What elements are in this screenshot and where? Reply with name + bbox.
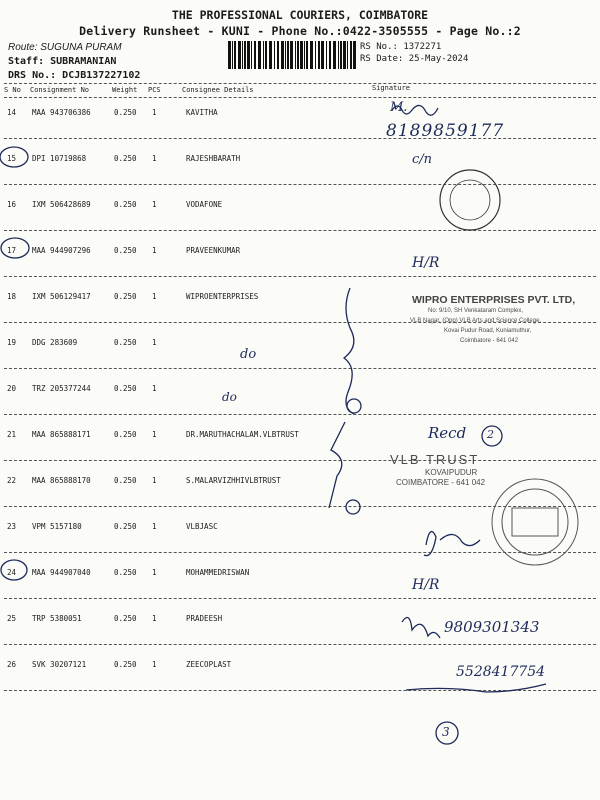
circle-mark-24 [1,560,27,580]
signature-underline-26 [406,684,546,692]
cell-pcs: 1 [152,660,157,669]
cell-sno: 24 [7,568,17,577]
cell-weight: 0.250 [114,200,137,209]
cell-consignment: TRZ 205377244 [32,384,91,393]
cell-pcs: 1 [152,108,157,117]
cell-consignment: IXM 506129417 [32,292,91,301]
cell-consignment: VPM 5157180 [32,522,82,531]
row19-ditto: do [240,347,257,362]
cell-pcs: 1 [152,338,157,347]
route-label: Route: SUGUNA PURAM [8,42,122,53]
cell-weight: 0.250 [114,476,137,485]
sig15-note: c/n [412,152,433,167]
col-header-consignment: Consignment No [30,86,90,94]
cell-pcs: 1 [152,522,157,531]
cell-weight: 0.250 [114,614,137,623]
cell-consignment: MAA 865888170 [32,476,91,485]
col-header-consignee: Consignee Details [182,86,254,94]
cell-consignee: ZEECOPLAST [186,660,232,669]
row20-ditto: do [222,390,237,404]
wipro-stamp-line1: No: 9/10, SH Venkataram Complex, [428,308,524,314]
circle-mark-15 [0,147,28,167]
cell-sno: 16 [7,200,17,209]
cell-sno: 18 [7,292,17,301]
vlb-round-seal [492,479,578,565]
circle-2-rows-21-22 [346,500,360,514]
sig24-note: H/R [412,577,440,593]
cell-sno: 22 [7,476,17,485]
cell-pcs: 1 [152,384,157,393]
bracket-rows-21-22 [329,422,345,508]
cell-consignment: TRP 5380051 [32,614,82,623]
cell-sno: 19 [7,338,17,347]
cell-sno: 15 [7,154,17,163]
cell-consignee: WIPROENTERPRISES [186,292,259,301]
cell-consignment: IXM 506428689 [32,200,91,209]
cell-weight: 0.250 [114,568,137,577]
cell-pcs: 1 [152,568,157,577]
round-stamp-16 [440,170,500,230]
sig25-phone: 9809301343 [444,618,540,636]
cell-sno: 25 [7,614,17,623]
cell-weight: 0.250 [114,154,137,163]
cell-consignment: MAA 944907296 [32,246,91,255]
runsheet-subtitle: Delivery Runsheet - KUNI - Phone No.:0422-3505555 - Page No.:2 [79,24,521,38]
vlb-trust-place: KOVAIPUDUR [425,468,478,477]
cell-sno: 21 [7,430,17,439]
cell-pcs: 1 [152,292,157,301]
cell-consignee: VODAFONE [186,200,223,209]
vlb-trust-city: COIMBATORE - 641 042 [396,478,486,487]
circle-3-rows-18-20 [347,399,361,413]
cell-pcs: 1 [152,614,157,623]
cell-consignment: MAA 865888171 [32,430,91,439]
col-header-signature: Signature [372,84,410,92]
cell-consignee: PRAVEENKUMAR [186,246,241,255]
circle-2-label: 2 [487,428,494,441]
cell-weight: 0.250 [114,292,137,301]
cell-consignee: VLBJASC [186,522,218,531]
cell-pcs: 1 [152,476,157,485]
cell-consignee: MOHAMMEDRISWAN [186,568,250,577]
col-header-pcs: PCS [148,86,161,94]
wipro-stamp-name: WIPRO ENTERPRISES PVT. LTD, [412,294,576,306]
rs-number: RS No.: 1372271 [360,42,442,52]
col-header-sno: S No [4,86,21,94]
cell-weight: 0.250 [114,430,137,439]
cell-consignee: S.MALARVIZHHIVLBTRUST [186,476,281,485]
staff-label: Staff: SUBRAMANIAN [8,56,117,67]
vlb-trust-stamp: VLB TRUST [390,452,480,467]
wipro-stamp-line2: VLB Nagar, (Opp) VLB Arts and Science College, [410,318,542,324]
circle-mark-17 [1,238,29,258]
cell-consignment: DDG 283609 [32,338,78,347]
cell-weight: 0.250 [114,338,137,347]
signature-scribble-23 [424,532,480,556]
cell-consignee: KAVITHA [186,108,218,117]
cell-sno: 14 [7,108,17,117]
company-title: THE PROFESSIONAL COURIERS, COIMBATORE [171,8,429,22]
cell-consignee: DR.MARUTHACHALAM.VLBTRUST [186,430,299,439]
cell-pcs: 1 [152,154,157,163]
cell-consignment: DPI 10719868 [32,154,87,163]
sig17-note: H/R [412,255,440,271]
cell-sno: 23 [7,522,17,531]
cell-weight: 0.250 [114,660,137,669]
cell-weight: 0.250 [114,246,137,255]
drs-number: DRS No.: DCJB137227102 [8,70,141,81]
cell-pcs: 1 [152,200,157,209]
signature-scribble-25 [402,618,440,639]
cell-pcs: 1 [152,246,157,255]
cell-consignment: MAA 943706386 [32,108,91,117]
circle-3-label: 3 [442,725,450,739]
cell-consignee: RAJESHBARATH [186,154,241,163]
cell-sno: 17 [7,246,17,255]
cell-pcs: 1 [152,430,157,439]
cell-sno: 26 [7,660,17,669]
cell-sno: 20 [7,384,17,393]
wipro-stamp-line3: Kovai Pudur Road, Kuniamuthur, [444,328,532,334]
sig14-phone: 8189859177 [386,121,505,141]
wipro-stamp-line4: Coimbatore - 641 042 [460,338,519,344]
rs-date: RS Date: 25-May-2024 [360,54,469,64]
col-header-weight: Weight [112,86,138,94]
cell-weight: 0.250 [114,108,137,117]
sig21-recd: Recd [428,424,467,442]
cell-consignment: MAA 944907040 [32,568,91,577]
cell-weight: 0.250 [114,522,137,531]
bracket-rows-18-20 [344,288,354,414]
sig26-number: 5528417754 [456,664,546,680]
cell-consignment: SVK 30207121 [32,660,87,669]
cell-weight: 0.250 [114,384,137,393]
sig14-name: M. [390,100,408,115]
cell-consignee: PRADEESH [186,614,223,623]
